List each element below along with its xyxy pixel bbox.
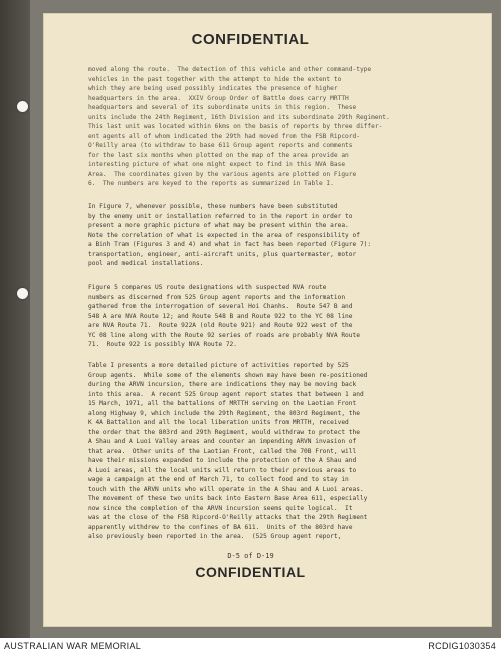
archive-record-id: RCDIG1030354 xyxy=(428,641,496,651)
scan-edge-shadow xyxy=(0,0,30,638)
punch-hole-icon xyxy=(17,101,28,112)
archive-name: AUSTRALIAN WAR MEMORIAL xyxy=(4,641,142,651)
footer-classification: CONFIDENTIAL xyxy=(195,564,306,580)
paragraph-3: Figure 5 compares US route designations with suspected NVA route numbers as discerned from 525 Group agent reports and the information gathered from the interrogation of several Hoi Chanhs. Route 547 B and 548 A are NVA Route 12; and Route 548 B and Route 922 to the YC 08 line are NVA Route 71. Route 922A (old Route 921) and Route 922 west of the YC 08 line along with the Route 92 series of roads are probably NVA Route 71. Route 922 is possibly NVA Route 72. xyxy=(88,284,360,348)
page-number: D-5 of D-19 xyxy=(227,552,274,560)
archive-footer xyxy=(0,638,501,654)
punch-hole-icon xyxy=(17,288,28,299)
paragraph-1: moved along the route. The detection of this vehicle and other command-type vehicles in the past together with the attempt to hide the extent to which they are being used possibly indicates the presence of higher headquarters in the area. XXIV Group Order of Battle does carry MRTTH headquarters and several of its subordinate units in this region. These units include the 24th Regiment, 16th Division and its subordinate 29th Regiment. This last unit was located within 6kms on the basis of reports by three differ- ent agents all of whom indicated the 29th had moved from the FSB Ripcord- O'Reilly area (to withdraw to base 611 Group agent reports and comments for the last six months when plotted on the map of the area provide an interesting picture of what one might expect to find in this NVA Base Area. The coordinates given by the various agents are plotted on Figure 6. The numbers are keyed to the reports as summarized in Table I. xyxy=(88,66,390,187)
paragraph-4: Table I presents a more detailed picture of activities reported by 525 Group agents. While some of the elements shown may have been re-positioned during the ARVN incursion, there are indications they may be moving back into this area. A recent 525 Group agent report states that between 1 and 15 March, 1971, all the battalions of MRTTH serving on the Laotian Front along Highway 9, which include the 29th Regiment, the 803rd Regiment, the K 4A Battalion and all the local liberation units from MRTTH, received the order that the 803rd and 29th Regiment, would withdraw to protect the A Shau and A Luoi Valley areas and counter an impending ARVN invasion of that area. Other units of the Laotian Front, called the 70B Front, will have their missions expanded to include the protection of the A Shau and A Luoi areas, all the local units will return to their previous areas to wage a campaign at the end of March 71, to collect food and to stay in touch with the ARVN units who will operate in the A Shau and A Luoi areas. The movement of these two units back into Eastern Base Area 611, especially now since the completion of the ARVN incursion seems quite logical. It was at the close of the FSB Ripcord-O'Reilly attacks that the 29th Regiment apparently withdrew to the confines of BA 611. Units of the 803rd have also previously been reported in the area. (525 Group agent report, xyxy=(88,362,368,540)
paragraph-2: In Figure 7, whenever possible, these numbers have been substituted by the enemy unit or installation referred to in the report in order to present a more graphic picture of what may be present within the area. Note the correlation of what is expected in the area of responsibility of a Binh Tram (Figures 3 and 4) and what in fact has been reported (Figure 7): transportation, engineer, anti-aircraft units, plus quartermaster, motor pool and medical installations. xyxy=(88,203,372,267)
header-classification: CONFIDENTIAL xyxy=(191,31,310,48)
